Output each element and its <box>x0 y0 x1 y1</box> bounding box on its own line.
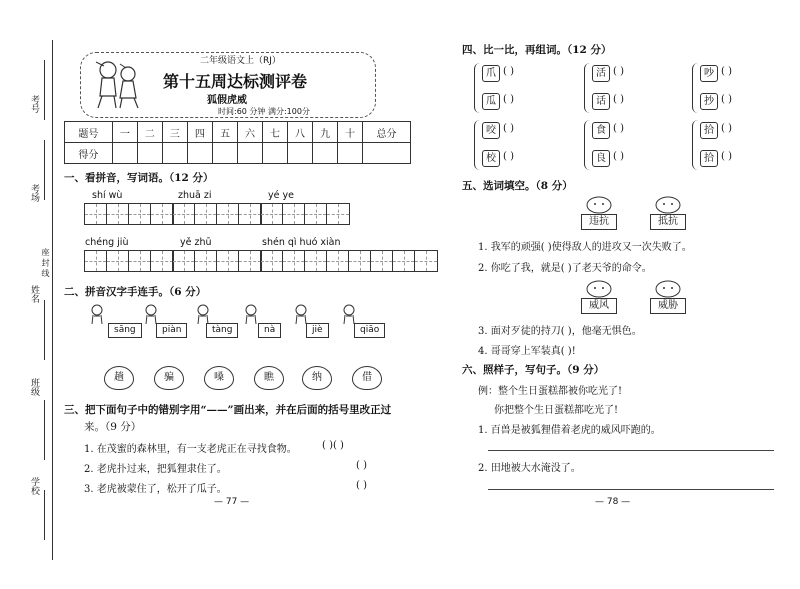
q1-pinyin: shí wù <box>92 190 123 201</box>
q3-answer-paren[interactable]: ( ) <box>356 480 367 491</box>
score-cell[interactable] <box>363 143 411 164</box>
score-header-cell: 六 <box>237 122 262 143</box>
score-cell[interactable] <box>262 143 287 164</box>
score-row-label: 得分 <box>65 143 113 164</box>
score-header-cell: 九 <box>313 122 338 143</box>
binding-label-seal: 座 封 线 <box>41 248 50 278</box>
q5-option: 违抗 <box>581 214 617 230</box>
answer-line[interactable] <box>488 450 774 451</box>
monkey-icon <box>88 304 106 328</box>
q5-option: 威胁 <box>650 298 686 314</box>
q1-title: 一、看拼音，写词语。（12 分） <box>64 172 214 184</box>
score-header-cell: 三 <box>162 122 187 143</box>
q4-char: 良 <box>592 150 610 167</box>
page-subtitle: 狐假虎威 <box>207 95 247 106</box>
pair-brace <box>474 120 480 170</box>
score-cell[interactable] <box>237 143 262 164</box>
score-header-cell: 五 <box>212 122 237 143</box>
sheep-icon <box>585 280 613 298</box>
grade-label: 二年级语文上（RJ） <box>200 56 281 66</box>
q1-writing-grid[interactable] <box>260 203 350 225</box>
pinyin-box[interactable]: tàng <box>206 323 238 338</box>
peach-char[interactable]: 借 <box>352 366 382 390</box>
score-header-cell: 八 <box>288 122 313 143</box>
peach-char[interactable]: 骗 <box>154 366 184 390</box>
q4-char: 爪 <box>482 65 500 82</box>
score-table-header-row <box>65 122 411 143</box>
q5-option: 抵抗 <box>650 214 686 230</box>
q4-title: 四、比一比，再组词。（12 分） <box>462 44 612 56</box>
exam-meta: 时间:60 分钟 满分:100分 <box>218 107 310 116</box>
q4-answer[interactable]: ( ) <box>503 66 514 77</box>
q1-pinyin: yé ye <box>268 190 294 201</box>
score-header-cell: 七 <box>262 122 287 143</box>
q4-char: 抄 <box>700 93 718 110</box>
q4-answer[interactable]: ( ) <box>721 123 732 134</box>
sheep-icon <box>654 280 682 298</box>
q4-char: 咬 <box>482 122 500 139</box>
score-cell[interactable] <box>162 143 187 164</box>
q4-answer[interactable]: ( ) <box>721 94 732 105</box>
score-cell[interactable] <box>187 143 212 164</box>
q3-sentence: 2. 老虎扑过来，把狐狸隶住了。 <box>84 464 227 475</box>
score-cell[interactable] <box>338 143 363 164</box>
q3-answer-paren[interactable]: ( ) <box>356 460 367 471</box>
score-table-score-row <box>65 143 411 164</box>
q4-char: 拾 <box>700 122 718 139</box>
score-header-cell: 题号 <box>65 122 113 143</box>
binding-label-school: 学校 <box>29 477 39 495</box>
q1-pinyin: chéng jiù <box>85 237 129 248</box>
peach-char[interactable]: 趟 <box>104 366 134 390</box>
binding-label-class: 班级 <box>29 378 39 396</box>
q5-title: 五、选词填空。（8 分） <box>462 180 573 192</box>
q5-sentence[interactable]: 4. 哥哥穿上军装真( )! <box>478 346 576 357</box>
kids-illustration <box>90 56 146 112</box>
binding-label-exam-room: 考场 <box>29 184 39 202</box>
binding-blank-line <box>44 400 45 460</box>
binding-blank-line <box>44 490 45 540</box>
page-number-left: — 77 — <box>214 497 250 507</box>
q4-char: 活 <box>592 65 610 82</box>
score-header-cell: 十 <box>338 122 363 143</box>
pinyin-box[interactable]: nà <box>258 323 281 338</box>
pinyin-box[interactable]: jiè <box>306 323 329 338</box>
peach-char[interactable]: 嗓 <box>204 366 234 390</box>
page-number-right: — 78 — <box>595 497 631 507</box>
page-title: 第十五周达标测评卷 <box>163 72 308 91</box>
q4-char: 拾 <box>700 150 718 167</box>
q1-pinyin: zhuā zi <box>178 190 212 201</box>
score-cell[interactable] <box>212 143 237 164</box>
q4-char: 吵 <box>700 65 718 82</box>
pair-brace <box>692 63 698 113</box>
q5-sentence[interactable]: 2. 你吃了我，就是( )了老天爷的命令。 <box>478 263 652 274</box>
q6-sentence: 2. 田地被大水淹没了。 <box>478 463 581 474</box>
q6-example: 例：整个生日蛋糕都被你吃光了! <box>478 386 623 397</box>
pair-brace <box>692 120 698 170</box>
pinyin-box[interactable]: sāng <box>108 323 142 338</box>
q3-title-line2: 来。（9 分） <box>84 421 142 433</box>
q5-sentence[interactable]: 1. 我军的顽强( )使得敌人的进攻又一次失败了。 <box>478 242 692 253</box>
q4-answer[interactable]: ( ) <box>503 151 514 162</box>
pinyin-box[interactable]: piàn <box>156 323 187 338</box>
pair-brace <box>584 63 590 113</box>
pair-brace <box>474 63 480 113</box>
q3-sentence: 3. 老虎被蒙住了，松开了瓜子。 <box>84 484 227 495</box>
q4-answer[interactable]: ( ) <box>613 94 624 105</box>
answer-line[interactable] <box>488 489 774 490</box>
q4-answer[interactable]: ( ) <box>613 123 624 134</box>
binding-line <box>52 40 53 560</box>
q4-answer[interactable]: ( ) <box>613 66 624 77</box>
q1-pinyin: shén qì huó xiàn <box>262 237 341 248</box>
score-table <box>64 121 411 164</box>
pair-brace <box>584 120 590 170</box>
score-cell[interactable] <box>137 143 162 164</box>
q6-example-answer: 你把整个生日蛋糕都吃光了! <box>494 405 619 416</box>
q4-answer[interactable]: ( ) <box>613 151 624 162</box>
score-cell[interactable] <box>313 143 338 164</box>
sheep-icon <box>585 196 613 214</box>
score-header-cell: 一 <box>112 122 137 143</box>
sheep-icon <box>654 196 682 214</box>
q6-title: 六、照样子，写句子。（9 分） <box>462 364 605 376</box>
q5-option: 威风 <box>581 298 617 314</box>
q1-writing-grid[interactable] <box>84 250 174 272</box>
q1-writing-grid[interactable] <box>172 250 262 272</box>
q6-sentence: 1. 百兽是被狐狸借着老虎的威风吓跑的。 <box>478 425 661 436</box>
peach-char[interactable]: 瞧 <box>254 366 284 390</box>
q1-pinyin: yě zhū <box>180 237 212 248</box>
q4-char: 校 <box>482 150 500 167</box>
q4-answer[interactable]: ( ) <box>503 94 514 105</box>
q2-title: 二、拼音汉字手连手。（6 分） <box>64 286 207 298</box>
score-cell[interactable] <box>288 143 313 164</box>
binding-blank-line <box>44 60 45 120</box>
q3-title-line1: 三、把下面句子中的错别字用“——”画出来，并在后面的括号里改正过 <box>64 404 392 416</box>
q4-answer[interactable]: ( ) <box>721 66 732 77</box>
q4-char: 话 <box>592 93 610 110</box>
binding-label-exam-number: 考号 <box>29 95 39 113</box>
binding-blank-line <box>44 300 45 360</box>
q1-writing-grid[interactable] <box>260 250 438 272</box>
score-header-cell: 四 <box>187 122 212 143</box>
score-cell[interactable] <box>112 143 137 164</box>
score-header-cell: 二 <box>137 122 162 143</box>
q1-writing-grid[interactable] <box>84 203 174 225</box>
peach-char[interactable]: 纳 <box>302 366 332 390</box>
binding-blank-line <box>44 140 45 200</box>
q3-answer-paren[interactable]: ( )( ) <box>322 440 344 451</box>
q5-sentence[interactable]: 3. 面对歹徒的持刀( )，他毫无惧色。 <box>478 326 642 337</box>
score-header-cell: 总分 <box>363 122 411 143</box>
q4-answer[interactable]: ( ) <box>503 123 514 134</box>
binding-label-name: 姓名 <box>29 285 39 303</box>
pinyin-box[interactable]: qiāo <box>354 323 385 338</box>
q4-answer[interactable]: ( ) <box>721 151 732 162</box>
q4-char: 食 <box>592 122 610 139</box>
q1-writing-grid[interactable] <box>172 203 262 225</box>
q3-sentence: 1. 在茂蜜的森林里，有一支老虎正在寻找食物。 <box>84 444 297 455</box>
q4-char: 瓜 <box>482 93 500 110</box>
